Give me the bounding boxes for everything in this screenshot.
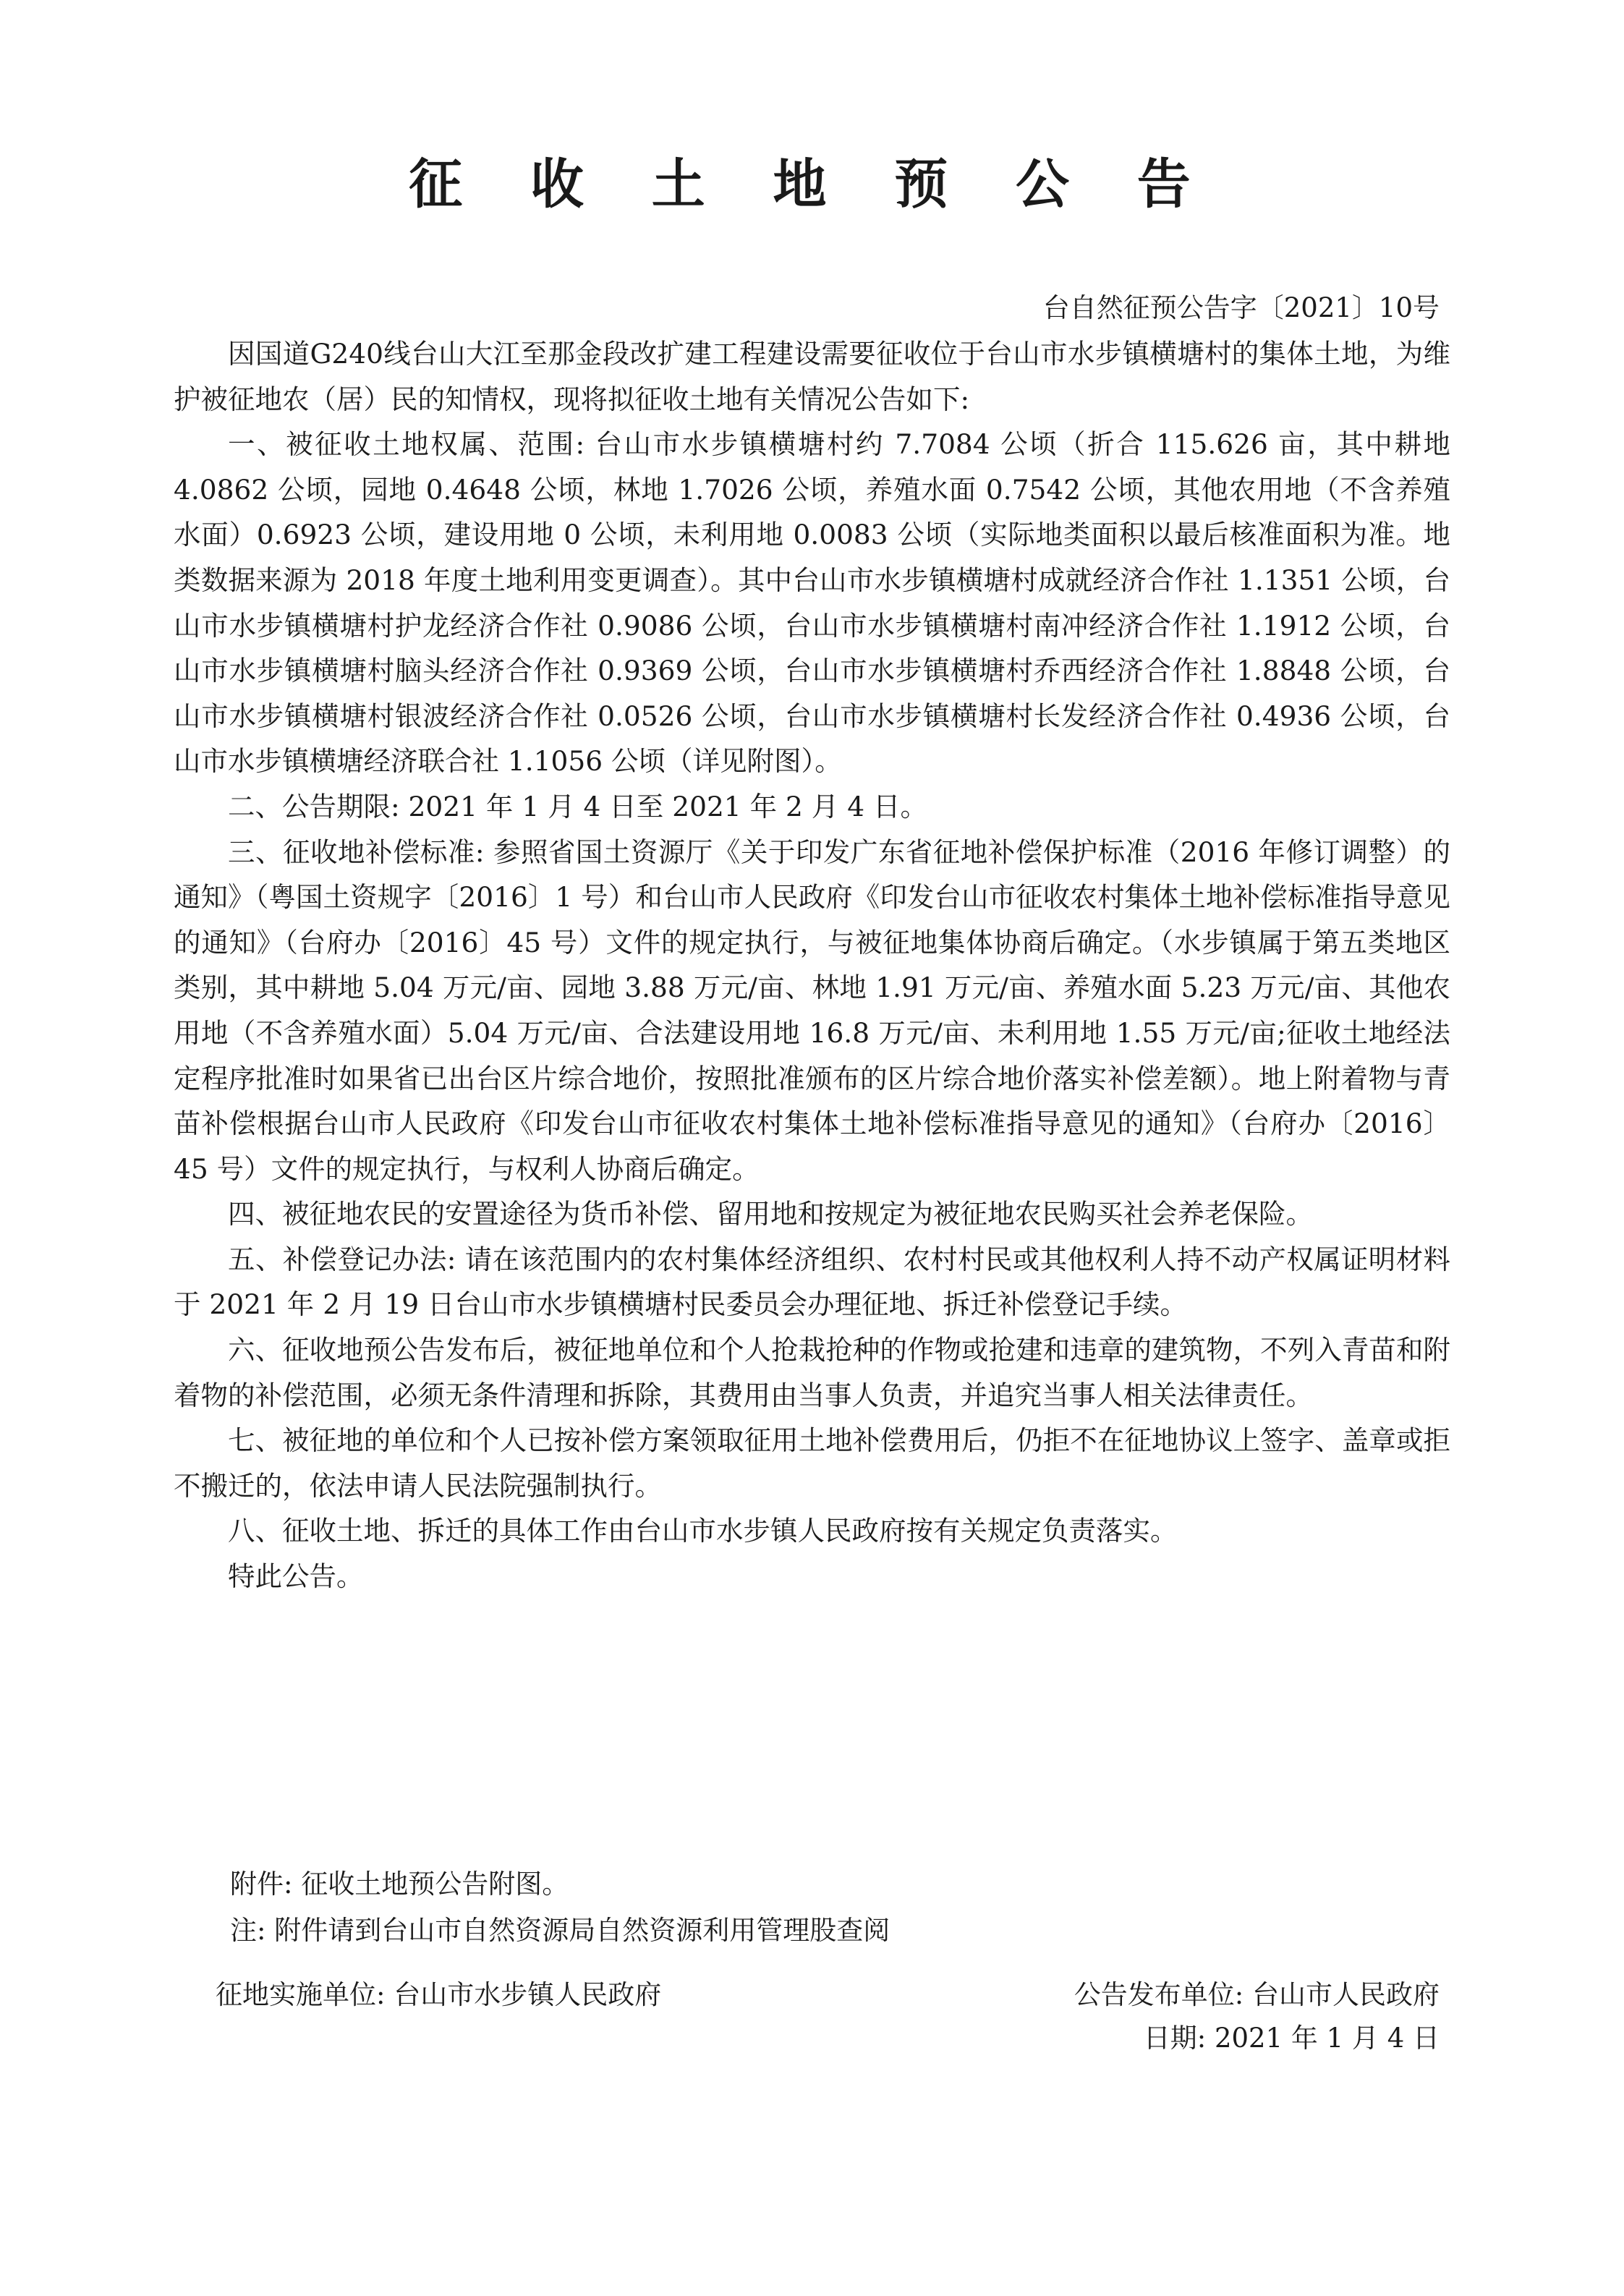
document-title: 征 收 土 地 预 公 告 (409, 153, 1215, 216)
intro-paragraph: 因国道G240线台山大江至那金段改扩建工程建设需要征收位于台山市水步镇横塘村的集体土地，为维护被征地农（居）民的知情权，现将拟征收土地有关情况公告如下: (174, 338, 1450, 415)
publishing-unit: 公告发布单位: 台山市人民政府 (1074, 1979, 1440, 2010)
implementing-unit: 征地实施单位: 台山市水步镇人民政府 (216, 1979, 662, 2010)
signature-block (1074, 1973, 1440, 2060)
closing-statement: 特此公告。 (228, 1560, 364, 1593)
section-1-scope: 一、被征收土地权属、范围: 台山市水步镇横塘村约 7.7084 公顷（折合 115.626 亩，其中耕地 4.0862 公顷，园地 0.4648 公顷，林地 1.7026 公顷，养殖水面 0.7542 公顷，其他农用地（不含养殖水面）0.6923 公顷，建设用地 0 公顷，未利用地 0.0083 公顷（实际地类面积以最后核准面积为准。地类数据来源为 2018 年度土地利用变更调查）。其中台山市水步镇横塘村成就经济合作社 1.1351 公顷，台山市水步镇横塘村护龙经济合作社 0.9086 公顷，台山市水步镇横塘村南冲经济合作社 1.1912 公顷，台山市水步镇横塘村脑头经济合作社 0.9369 公顷，台山市水步镇横塘村乔西经济合作社 1.8848 公顷，台山市水步镇横塘村银波经济合作社 0.0526 公顷，台山市水步镇横塘村长发经济合作社 0.4936 公顷，台山市水步镇横塘经济联合社 1.1056 公顷（详见附图）。 (174, 428, 1450, 778)
attachment-line: 附件: 征收土地预公告附图。 (230, 1868, 569, 1900)
publish-date: 日期: 2021 年 1 月 4 日 (1143, 2023, 1440, 2054)
document-body (174, 331, 1450, 1599)
note-line: 注: 附件请到台山市自然资源局自然资源利用管理股查阅 (230, 1915, 890, 1946)
attachment-block (230, 1861, 890, 1954)
section-8-implementation: 八、征收土地、拆迁的具体工作由台山市水步镇人民政府按有关规定负责落实。 (228, 1515, 1178, 1547)
section-7-enforcement: 七、被征地的单位和个人已按补偿方案领取征用土地补偿费用后，仍拒不在征地协议上签字、盖章或拒不搬迁的，依法申请人民法院强制执行。 (174, 1424, 1450, 1502)
section-2-period: 二、公告期限: 2021 年 1 月 4 日至 2021 年 2 月 4 日。 (228, 790, 927, 822)
section-5-registration: 五、补偿登记办法: 请在该范围内的农村集体经济组织、农村村民或其他权利人持不动产权属证明材料于 2021 年 2 月 19 日台山市水步镇横塘村民委员会办理征地、拆迁补偿登记手续。 (174, 1243, 1450, 1321)
section-4-resettlement: 四、被征地农民的安置途径为货币补偿、留用地和按规定为被征地农民购买社会养老保险。 (228, 1198, 1313, 1230)
document-number: 台自然征预公告字〔2021〕10号 (1042, 292, 1440, 323)
section-3-compensation: 三、征收地补偿标准: 参照省国土资源厅《关于印发广东省征地补偿保护标准（2016 年修订调整）的通知》（粤国土资规字〔2016〕1 号）和台山市人民政府《印发台山市征收农村集体土地补偿标准指导意见的通知》（台府办〔2016〕45 号）文件的规定执行，与被征地集体协商后确定。（水步镇属于第五类地区类别，其中耕地 5.04 万元/亩、园地 3.88 万元/亩、林地 1.91 万元/亩、养殖水面 5.23 万元/亩、其他农用地（不含养殖水面）5.04 万元/亩、合法建设用地 16.8 万元/亩、未利用地 1.55 万元/亩;征收土地经法定程序批准时如果省已出台区片综合地价，按照批准颁布的区片综合地价落实补偿差额）。地上附着物与青苗补偿根据台山市人民政府《印发台山市征收农村集体土地补偿标准指导意见的通知》（台府办〔2016〕45 号）文件的规定执行，与权利人协商后确定。 (174, 836, 1450, 1185)
section-6-restrictions: 六、征收地预公告发布后，被征地单位和个人抢栽抢种的作物或抢建和违章的建筑物，不列入青苗和附着物的补偿范围，必须无条件清理和拆除，其费用由当事人负责，并追究当事人相关法律责任。 (174, 1334, 1450, 1411)
